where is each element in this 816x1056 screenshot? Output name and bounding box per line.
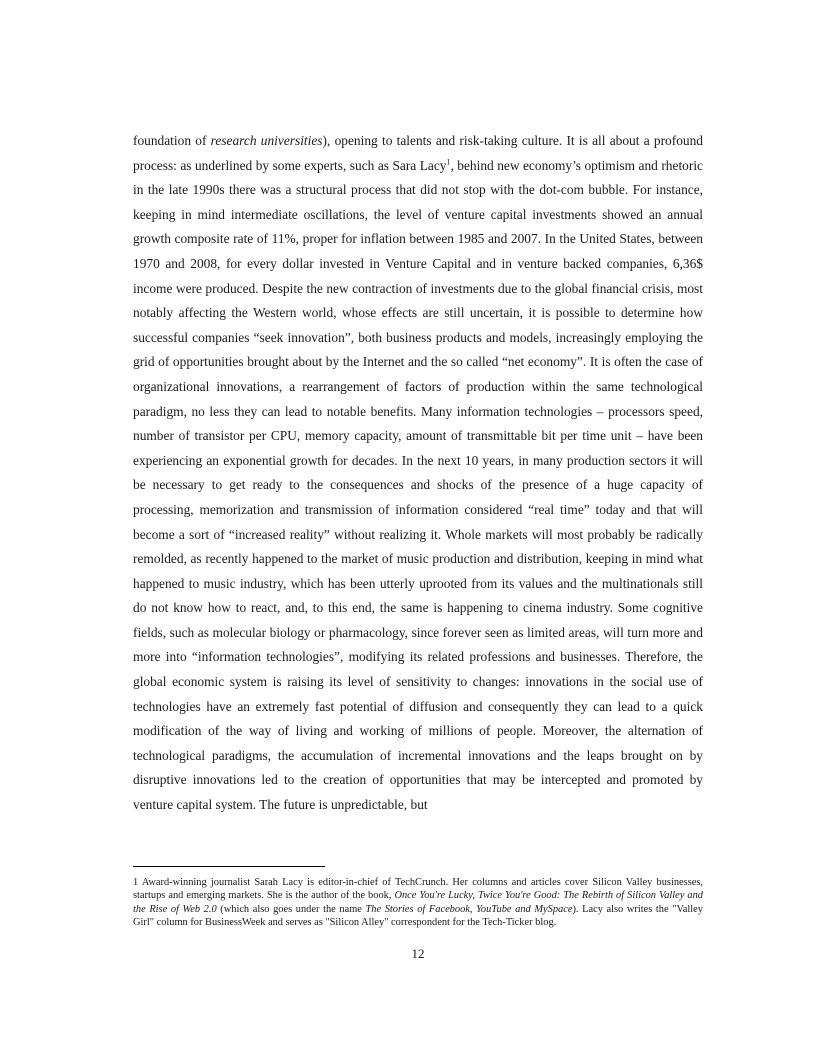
footnote-separator [133,866,325,867]
body-paragraph [133,129,703,818]
body-text-start: foundation of [133,133,211,148]
footnote-book-title: Once You're Lucky, Twice You're Good: The Rebirth of Silicon Valley and the Rise of Web 2.0 [133,890,703,915]
body-emphasis: research universities [210,133,323,148]
body-text-rest: , behind new economy’s optimism and rhetoric in the late 1990s there was a structural process that did not stop with the dot-com bubble. For instance, keeping in mind intermediate oscillations, the level of venture capital investments showed an annual growth composite rate of 11%, proper for inflation between 1985 and 2007. In the United States, between 1970 and 2008, for every dollar invested in Venture Capital and in venture backed companies, 6,36$ income were produced. Despite the new contraction of investments due to the global financial crisis, most notably affecting the Western world, whose effects are still uncertain, it is possible to determine how successful companies “seek innovation”, both business products and models, increasingly employing the grid of opportunities brought about by the Internet and the so called “net economy”. It is often the case of organizational innovations, a rearrangement of factors of production within the same technological paradigm, no less they can lead to notable benefits. Many information technologies – processors speed, number of transistor per CPU, memory capacity, amount of transmittable bit per time unit – have been experiencing an exponential growth for decades. In the next 10 years, in many production sectors it will be necessary to get ready to the consequences and shocks of the presence of a huge capacity of processing, memorization and transmission of information considered “real time” today and that will become a sort of “increased reality” without realizing it. Whole markets will most probably be radically remolded, as recently happened to the market of music production and distribution, keeping in mind what happened to music industry, which has been utterly uprooted from its values and the multinationals still do not know how to react, and, to this end, the same is happening to cinema industry. Some cognitive fields, such as molecular biology or pharmacology, since forever seen as limited areas, will turn more and more into “information technologies”, modifying its related professions and businesses. Therefore, the global economic system is raising its level of sensitivity to changes: innovations in the social use of technologies have an extremely fast potential of diffusion and consequently they can lead to a quick modification of the way of living and working of millions of people. Moreover, the alternation of technological paradigms, the accumulation of incremental innovations and the leaps brought on by disruptive innovations led to the creation of opportunities that may be intercepted and promoted by venture capital system. The future is unpredictable, but [133,157,703,813]
footnote [133,876,703,929]
page-number: 12 [411,946,425,961]
footnote-text-mid: (which also goes under the name [216,903,366,915]
footnote-alt-title: The Stories of Facebook, YouTube and MySpace [365,903,573,915]
body-text-run: ), opening to talents and risk-taking culture. It is all about a profound process: as underlined by some experts, such as Sara Lacy [133,133,703,173]
footnote-text-end: ). Lacy also writes the "Valley Girl" column for BusinessWeek and serves as "Silicon Alley" correspondent for the Tech-Ticker blog. [133,903,703,928]
footnote-text-start: 1 Award-winning journalist Sarah Lacy is editor-in-chief of TechCrunch. Her columns and articles cover Silicon Valley businesses, startups and emerging markets. She is the author of the book, [133,877,703,902]
footnote-marker: 1 [446,157,451,167]
